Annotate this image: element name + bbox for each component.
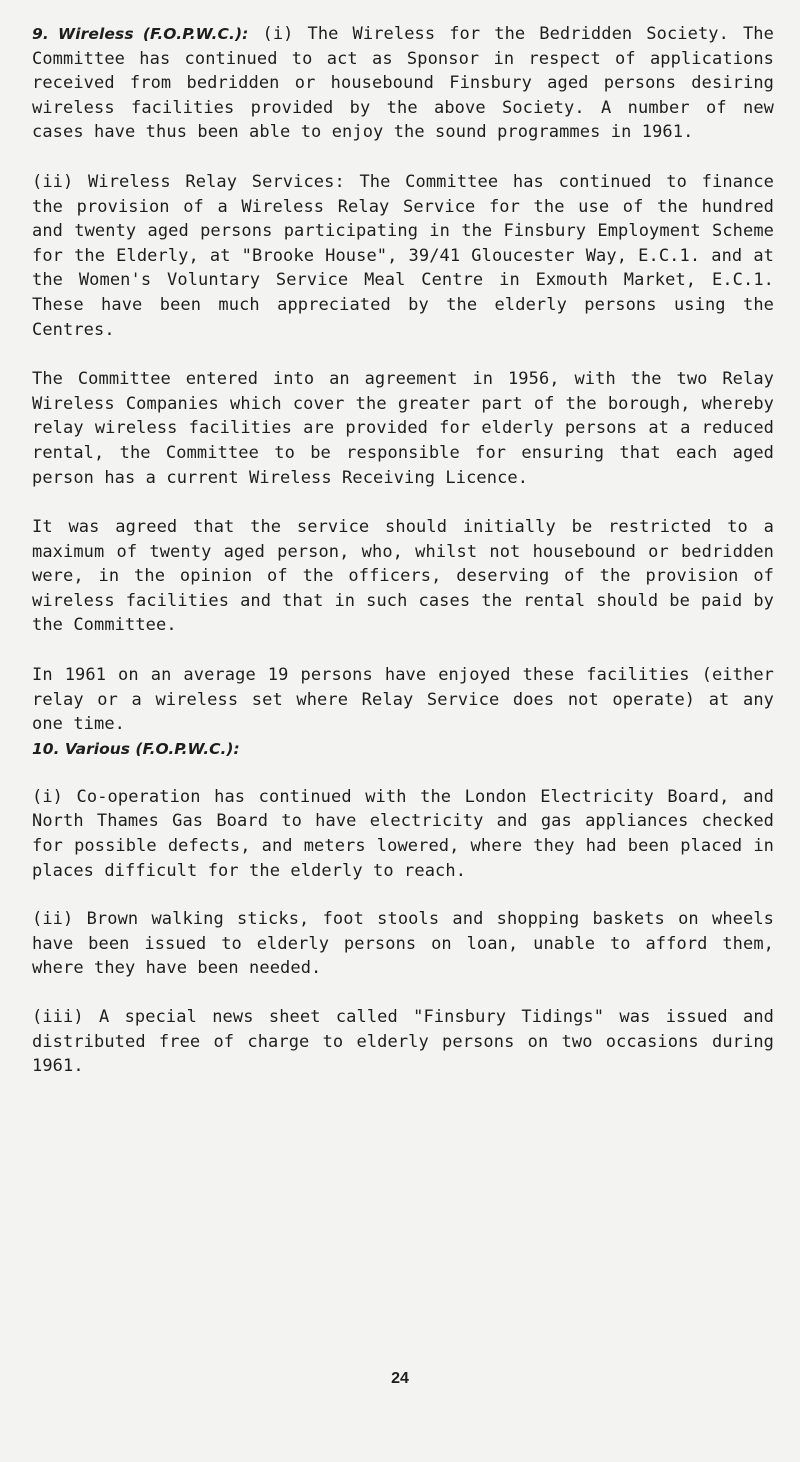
document-page xyxy=(32,22,774,1079)
section-9-para-i-text: (i) The Wireless for the Bedridden Society. The Committee has continued to act as Sponsor in respect of applications received from bedridden or housebound Finsbury aged persons desiring wireless facilities provided by the above Society. A number of new cases have thus been able to enjoy the sound programmes in 1961. xyxy=(32,24,774,143)
page-number: 24 xyxy=(391,1370,409,1387)
section-9-para-ii: (ii) Wireless Relay Services: The Committee has continued to finance the provision of a Wireless Relay Service for the use of the hundred and twenty aged persons participating in the Finsbury Employment Scheme for the Elderly, at "Brooke House", 39/41 Gloucester Way, E.C.1. and at the Women's Voluntary Service Meal Centre in Exmouth Market, E.C.1. These have been much appreciated by the elderly persons using the Centres. xyxy=(32,171,774,340)
section-9-para-restricted: It was agreed that the service should initially be restricted to a maximum of twenty aged person, who, whilst not housebound or bedridden were, in the opinion of the officers, deserving of the provision of wireless facilities and that in such cases the rental should be paid by the Committee. xyxy=(32,517,774,636)
section-10-heading: 10. Various (F.O.P.W.C.): xyxy=(32,739,240,758)
section-9-para-i xyxy=(32,22,774,145)
section-9-para-agreement: The Committee entered into an agreement in 1956, with the two Relay Wireless Companies which cover the greater part of the borough, whereby relay wireless facilities are provided for elderly persons at a reduced rental, the Committee to be responsible for ensuring that each aged person has a current Wireless Receiving Licence. xyxy=(32,369,774,488)
section-10-para-i: (i) Co-operation has continued with the London Electricity Board, and North Thames Gas Board to have electricity and gas appliances checked for possible defects, and meters lowered, where they had been placed in places difficult for the elderly to reach. xyxy=(32,786,774,881)
section-9-para-1961: In 1961 on an average 19 persons have enjoyed these facilities (either relay or a wireless set where Relay Service does not operate) at any one time. xyxy=(32,665,774,735)
section-10-para-iii: (iii) A special news sheet called "Finsbury Tidings" was issued and distributed free of charge to elderly persons on two occasions during 1961. xyxy=(32,1007,774,1077)
section-9-heading: 9. Wireless (F.O.P.W.C.): xyxy=(32,25,249,43)
section-10-para-ii: (ii) Brown walking sticks, foot stools and shopping baskets on wheels have been issued to elderly persons on loan, unable to afford them, where they have been needed. xyxy=(32,909,774,979)
